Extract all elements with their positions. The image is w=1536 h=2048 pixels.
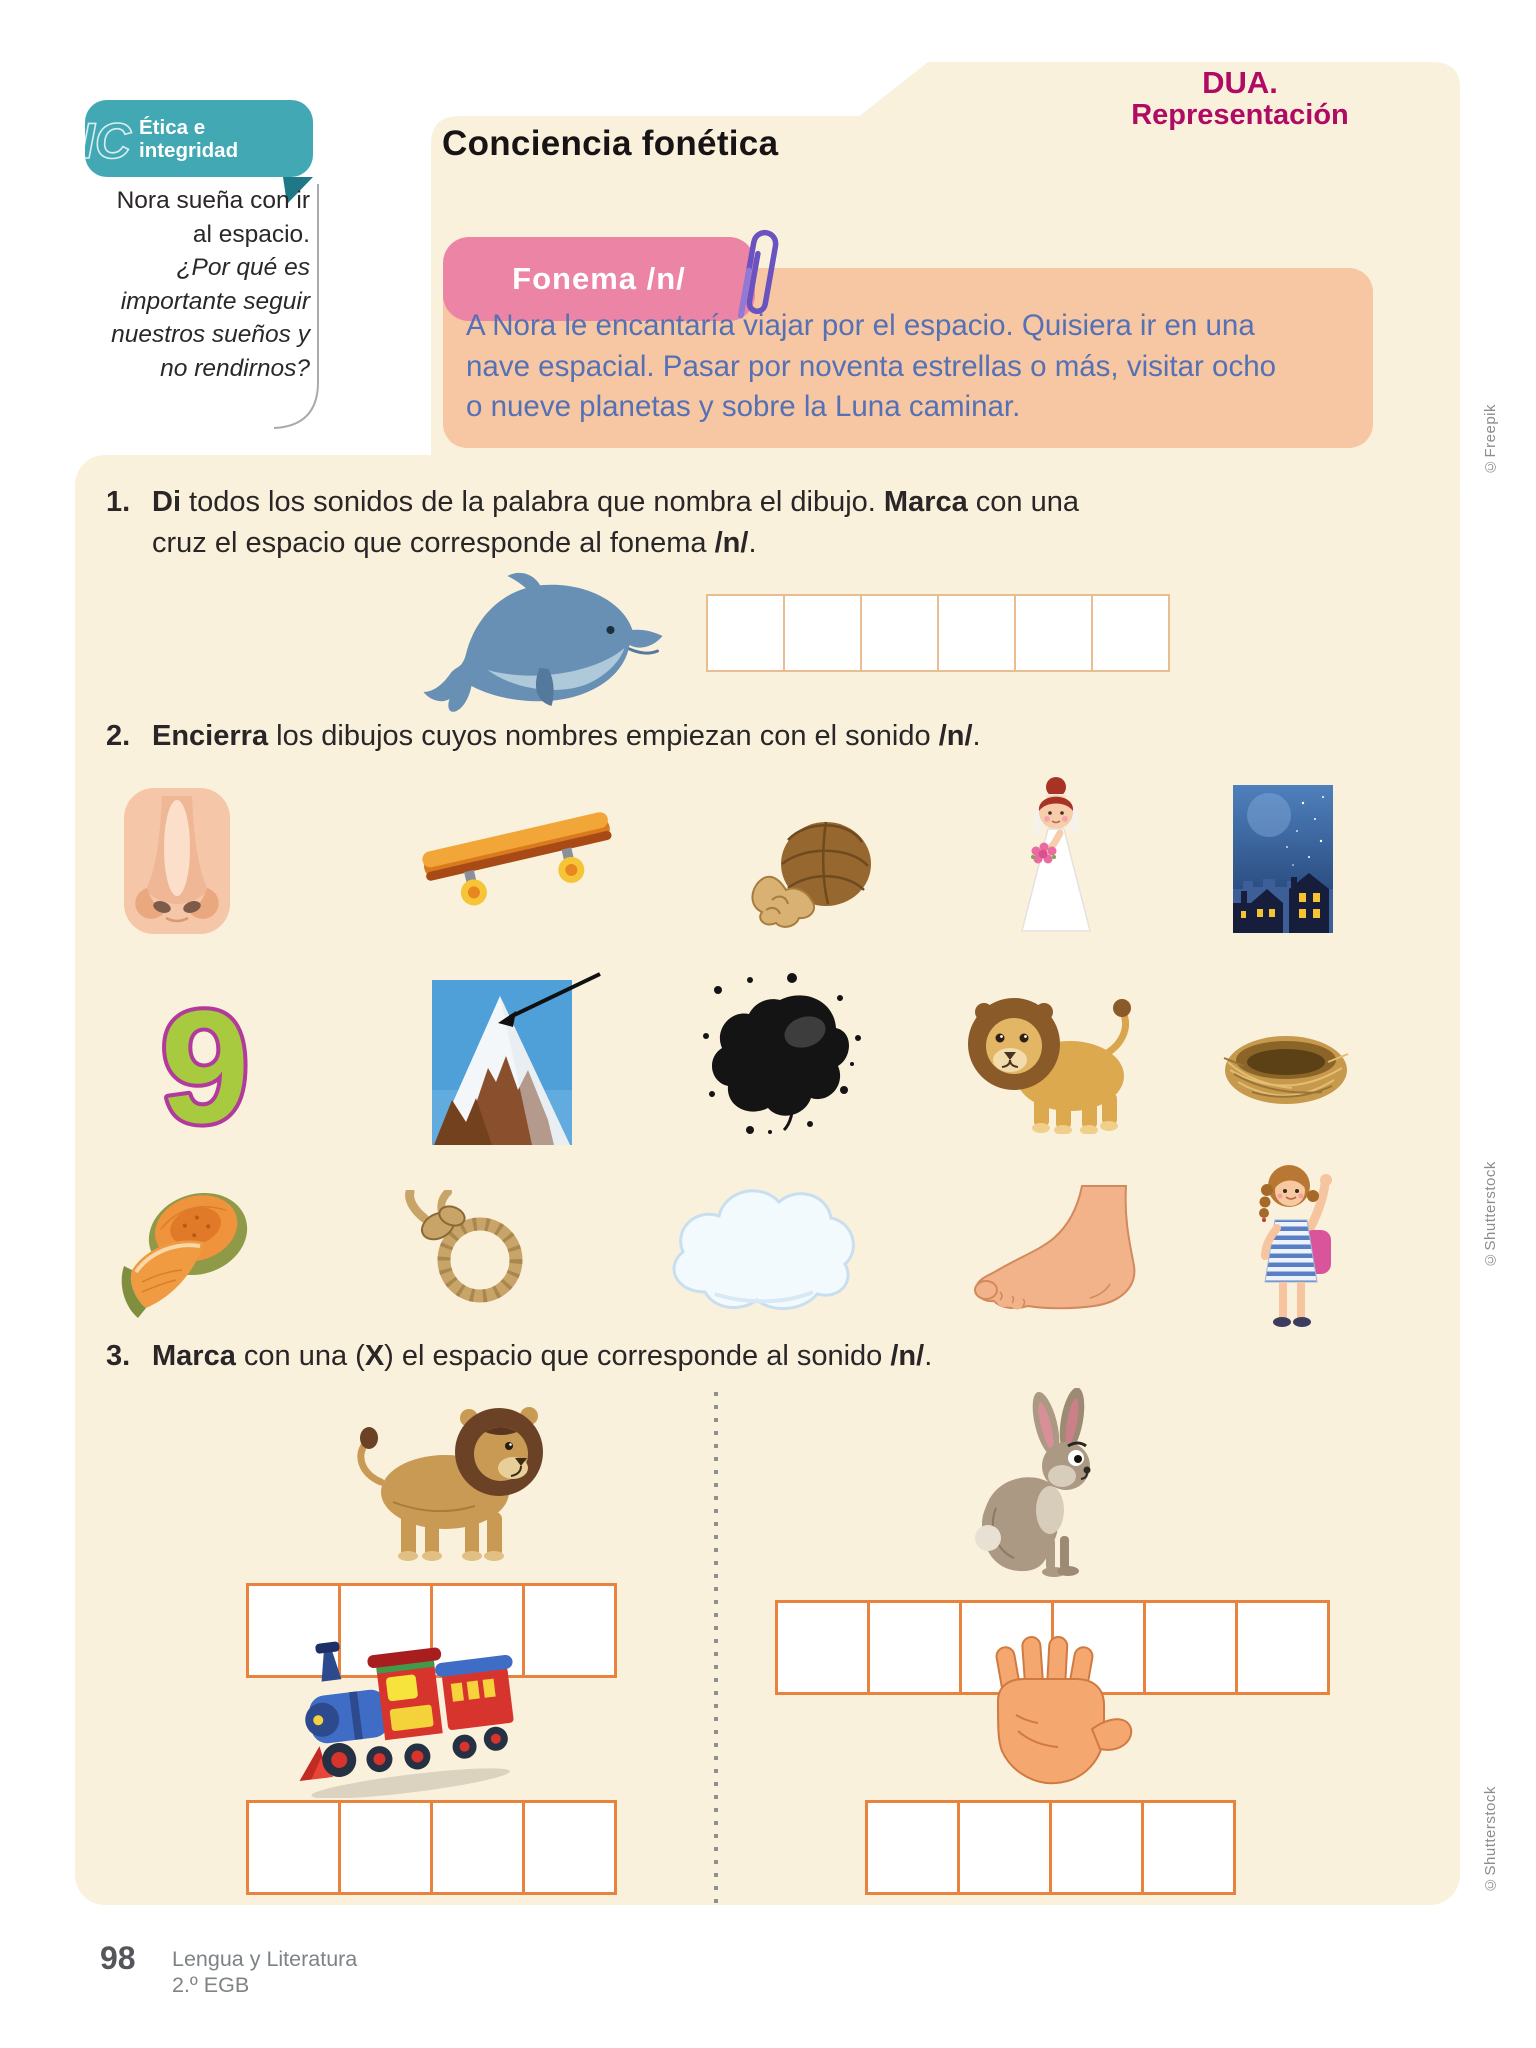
page-title: Conciencia fonética [442, 124, 779, 163]
footer-line2: 2.º EGB [172, 1973, 250, 1997]
sidebar-line: Nora sueña con ir [116, 187, 310, 214]
sidebar-question [78, 184, 310, 385]
exercise-2-number: 2. [106, 720, 131, 752]
phoneme-box[interactable] [522, 1800, 617, 1895]
intro-line: o nueve planetas y sobre la Luna caminar. [466, 390, 1021, 423]
exercise-1-number: 1. [106, 486, 131, 518]
freepik-credit: ©Freepik [1482, 403, 1499, 475]
lion-image[interactable] [950, 972, 1140, 1134]
cloud-image[interactable] [655, 1172, 865, 1327]
exercise-2-instruction [106, 716, 1306, 757]
footer-subject [172, 1946, 357, 1998]
mountain-image[interactable] [432, 970, 604, 1148]
exercise-1-phoneme-boxes [706, 594, 1170, 672]
train-image [282, 1628, 522, 1798]
nest-image[interactable] [1222, 1018, 1350, 1108]
sidebar-line: nuestros sueños y [111, 321, 310, 348]
phoneme-box[interactable] [1143, 1600, 1238, 1695]
foot-image[interactable] [970, 1180, 1140, 1328]
lion-standing-image [345, 1390, 565, 1565]
intro-line: nave espacial. Pasar por noventa estrellas o más, visitar ocho [466, 349, 1277, 383]
ethics-tag-card [81, 100, 313, 177]
nose-image[interactable] [118, 786, 236, 936]
phoneme-box[interactable] [865, 1800, 960, 1895]
intro-paragraph [466, 306, 1366, 428]
exercise-3-number: 3. [106, 1340, 131, 1372]
ic-logo-icon [79, 108, 143, 174]
intro-line: A Nora le encantaría viajar por el espacio. Quisiera ir en una [466, 309, 1255, 342]
phoneme-box[interactable] [1049, 1800, 1144, 1895]
column-divider-dotted-line [714, 1392, 718, 1904]
phoneme-box[interactable] [338, 1800, 433, 1895]
phoneme-box[interactable] [1091, 594, 1170, 672]
train-phoneme-boxes [246, 1800, 617, 1895]
ink-blot-image[interactable] [692, 972, 864, 1140]
ic-logo-text: IC [81, 113, 131, 169]
phoneme-box[interactable] [1235, 1600, 1330, 1695]
sidebar-line: importante seguir [120, 287, 310, 315]
sidebar-line: al espacio. [192, 220, 310, 248]
dua-corner-label [1030, 66, 1450, 132]
girl-image[interactable] [1243, 1150, 1347, 1342]
phoneme-label-text: Fonema /n/ [512, 261, 686, 296]
shutterstock-credit: ©Shutterstock [1482, 1786, 1499, 1893]
phoneme-box[interactable] [246, 1800, 341, 1895]
night-sky-image[interactable] [1233, 785, 1333, 933]
rabbit-image [950, 1388, 1135, 1578]
exercise-3-instruction [106, 1336, 1306, 1377]
exercise-1-text: Di todos los sonidos de la palabra que nombra el dibujo. Marca con una cruz el espacio que corresponde al fonema /n/. [152, 486, 1080, 559]
phoneme-box[interactable] [706, 594, 785, 672]
phoneme-box[interactable] [937, 594, 1016, 672]
ethics-tag-label: Ética e integridad [139, 115, 239, 162]
phoneme-box[interactable] [783, 594, 862, 672]
footer-line1: Lengua y Literatura [172, 1947, 358, 1971]
shutterstock-credit: ©Shutterstock [1482, 1161, 1499, 1268]
hand-image [972, 1635, 1137, 1793]
exercise-2-text: Encierra los dibujos cuyos nombres empiezan con el sonido /n/. [152, 720, 981, 752]
dolphin-image [415, 570, 670, 718]
number-nine-image[interactable] [146, 972, 264, 1144]
phoneme-box[interactable] [430, 1800, 525, 1895]
bride-image[interactable] [1002, 775, 1110, 937]
phoneme-box[interactable] [860, 594, 939, 672]
phoneme-box[interactable] [522, 1583, 617, 1678]
dua-line2: Representación [1131, 99, 1349, 131]
sidebar-line: ¿Por qué es [176, 254, 310, 281]
skateboard-image[interactable] [415, 795, 625, 910]
dua-line1: DUA. [1202, 65, 1278, 100]
phoneme-box[interactable] [1141, 1800, 1236, 1895]
exercise-1-instruction [106, 482, 1136, 564]
sidebar-line: no rendirnos? [160, 354, 310, 382]
rope-knot-image[interactable] [390, 1190, 540, 1308]
svg-text:9: 9 [160, 977, 250, 1144]
exercise-3-text: Marca con una (X) el espacio que corresponde al sonido /n/. [152, 1340, 933, 1372]
phoneme-box[interactable] [957, 1800, 1052, 1895]
page-number: 98 [100, 1940, 136, 1976]
phoneme-box[interactable] [775, 1600, 870, 1695]
walnut-image[interactable] [742, 812, 874, 930]
hand-phoneme-boxes [865, 1800, 1236, 1895]
phoneme-box[interactable] [1014, 594, 1093, 672]
phoneme-box[interactable] [867, 1600, 962, 1695]
melon-image[interactable] [118, 1178, 258, 1330]
